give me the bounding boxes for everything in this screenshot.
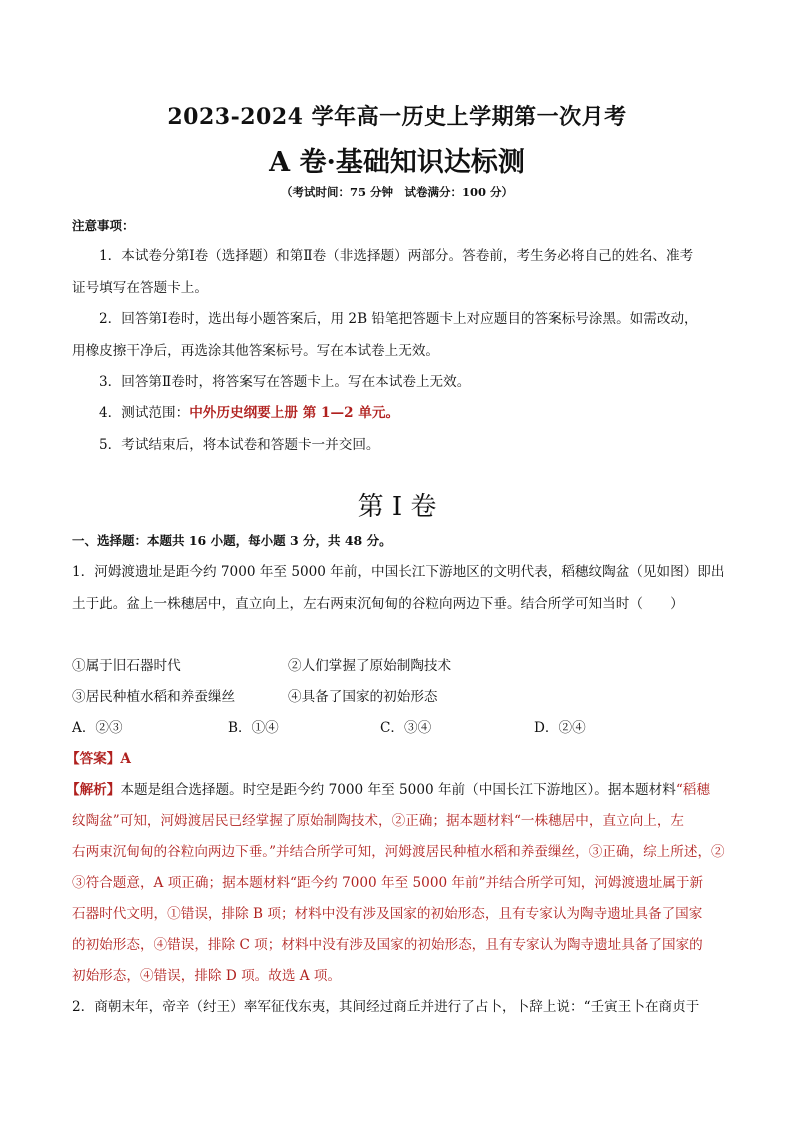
q1-choice-d: D．②④ [534, 720, 586, 736]
answer-value: A [120, 751, 131, 767]
q1-analysis-line3: 右两束沉甸甸的谷粒向两边下垂。”并结合所学可知，河姆渡居民种植水稻和养蚕缫丝，③正确，综上所述，② [72, 844, 725, 860]
answer-label: 【答案】 [66, 751, 121, 767]
notice-item-4 [99, 403, 399, 423]
q1-analysis-line5: 石器时代文明，①错误，排除 B 项；材料中没有涉及国家的初始形态，且有专家认为陶寺遗址具备了国家 [72, 906, 703, 922]
section-title: 第 I 卷 [357, 492, 437, 522]
q1-stem-line1: 1．河姆渡遗址是距今约 7000 年至 5000 年前，中国长江下游地区的文明代表，稻穗纹陶盆（见如图）即出 [72, 564, 725, 580]
notice-item-3: 3．回答第Ⅱ卷时，将答案写在答题卡上。写在本试卷上无效。 [99, 374, 471, 390]
q1-statement-2: ②人们掌握了原始制陶技术 [288, 658, 452, 674]
notice-item-1-line2: 证号填写在答题卡上。 [72, 280, 208, 296]
notice-item-2-line2: 用橡皮擦干净后，再选涂其他答案标号。写在本试卷上无效。 [72, 343, 440, 359]
q1-analysis-line7: 初始形态，④错误，排除 D 项。故选 A 项。 [72, 968, 342, 984]
q1-analysis-line1 [66, 780, 710, 800]
q1-answer [66, 749, 131, 769]
notice-item-2-line1: 2．回答第Ⅰ卷时，选出每小题答案后，用 2B 铅笔把答题卡上对应题目的答案标号涂黑。如需改动， [99, 311, 698, 327]
notice-heading: 注意事项： [72, 218, 135, 233]
q1-choice-b: B．①④ [228, 720, 279, 736]
q1-analysis-line2: 纹陶盆”可知，河姆渡居民已经掌握了原始制陶技术，②正确；据本题材料“一株穗居中，直立向上，左 [72, 813, 685, 829]
q1-stem-line2: 土于此。盆上一株穗居中，直立向上，左右两束沉甸甸的谷粒向两边下垂。结合所学可知当时（ ） [72, 596, 684, 612]
exam-title: 2023-2024 学年高一历史上学期第一次月考 [167, 104, 627, 130]
notice-item-1-line1: 1．本试卷分第Ⅰ卷（选择题）和第Ⅱ卷（非选择题）两部分。答卷前，考生务必将自己的姓名、准考 [99, 248, 694, 264]
q1-statement-3: ③居民种植水稻和养蚕缫丝 [72, 689, 236, 705]
analysis-label: 【解析】 [66, 782, 121, 798]
q1-statement-4: ④具备了国家的初始形态 [288, 689, 438, 705]
section-instruction: 一、选择题：本题共 16 小题，每小题 3 分，共 48 分。 [72, 533, 392, 548]
q1-choice-c: C．③④ [380, 720, 432, 736]
exam-subtitle-title: A 卷·基础知识达标测 [269, 147, 525, 178]
test-scope-highlight: 中外历史纲要上册 第 1—2 单元 [189, 405, 386, 421]
q1-analysis-line4: ③符合题意，A 项正确；据本题材料“距今约 7000 年至 5000 年前”并结合所学可知，河姆渡遗址属于新 [72, 875, 704, 891]
notice-item-4-suffix: 。 [385, 405, 400, 421]
analysis-text-dark: 本题是组合选择题。时空是距今约 7000 年至 5000 年前（中国长江下游地区）。据本题材料 [120, 782, 676, 798]
q1-choice-a: A．②③ [72, 720, 123, 736]
q1-analysis-line6: 的初始形态，④错误，排除 C 项；材料中没有涉及国家的初始形态，且有专家认为陶寺遗址具备了国家的 [72, 937, 703, 953]
analysis-text-red: “稻穗 [675, 782, 710, 798]
q1-statement-1: ①属于旧石器时代 [72, 658, 181, 674]
notice-item-4-prefix: 4．测试范围： [99, 405, 190, 421]
exam-time-and-score: （考试时间：75 分钟 试卷满分：100 分） [280, 185, 513, 199]
q2-stem-line1: 2．商朝末年，帝辛（纣王）率军征伐东夷，其间经过商丘并进行了占卜，卜辞上说：“壬寅王卜在商贞于 [72, 999, 700, 1015]
notice-item-5: 5．考试结束后，将本试卷和答题卡一并交回。 [99, 437, 380, 453]
